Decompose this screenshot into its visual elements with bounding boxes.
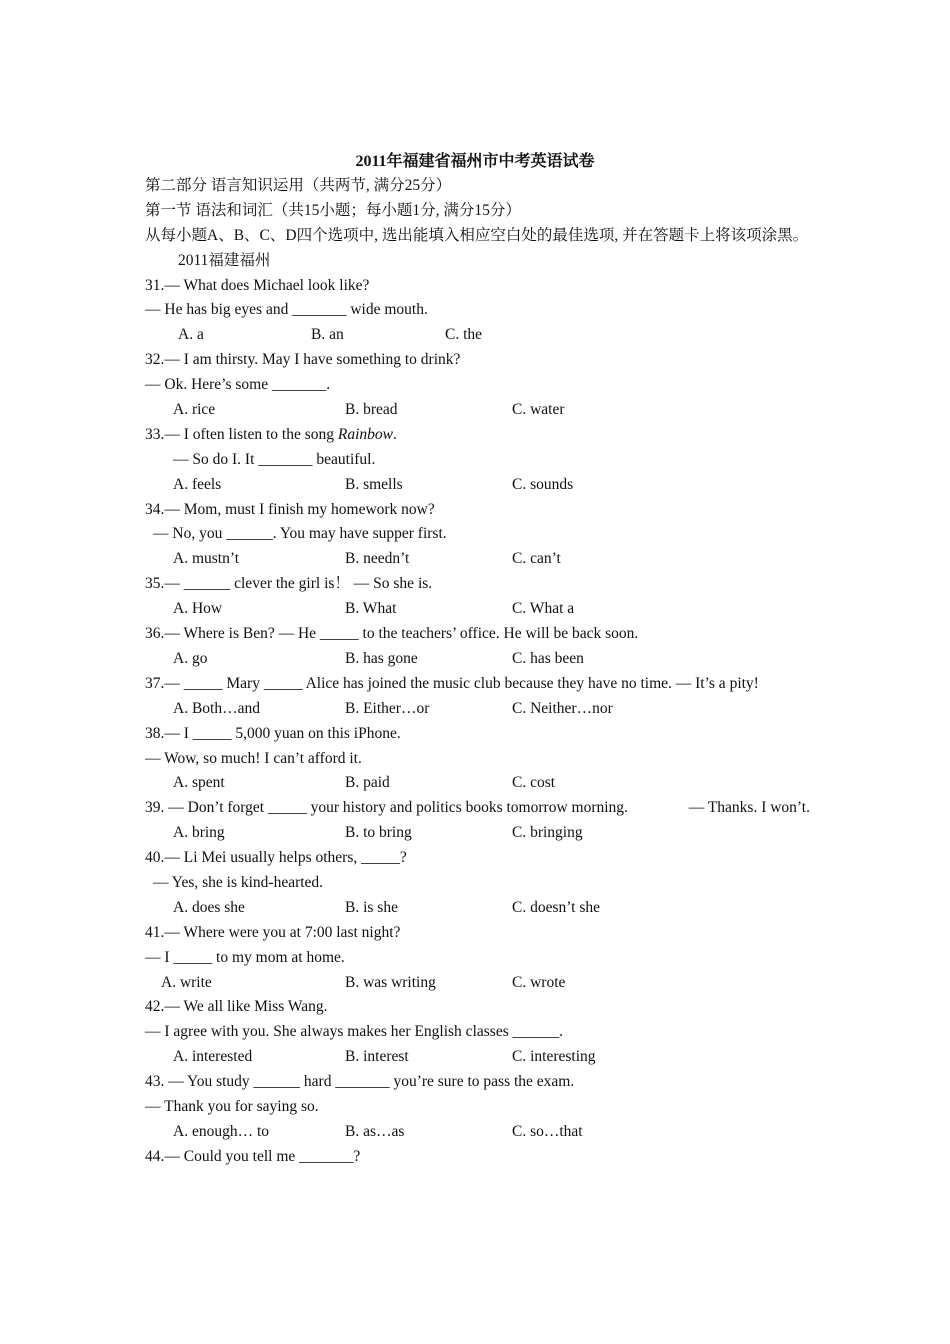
q34-options <box>145 547 810 572</box>
q34-response: — No, you ______. You may have supper first. <box>153 525 447 543</box>
q36-options <box>145 647 810 672</box>
option-a: A. How <box>173 600 223 618</box>
option-b: B. What <box>345 600 397 618</box>
option-c: C. interesting <box>512 1048 596 1066</box>
option-b: B. as…as <box>345 1122 405 1140</box>
q31-prompt: 31.— What does Michael look like? <box>145 276 370 294</box>
option-c: C. sounds <box>512 475 574 493</box>
q40-options <box>145 896 810 921</box>
q31-options <box>145 323 810 348</box>
option-c: C. wrote <box>512 973 566 991</box>
q33-prompt-text: 33.— I often listen to the song <box>145 425 338 443</box>
option-c: C. has been <box>512 649 584 667</box>
q37-options <box>145 697 810 722</box>
q41-response: — I _____ to my mom at home. <box>145 948 345 966</box>
option-b: B. interest <box>345 1048 409 1066</box>
option-a: A. feels <box>173 475 222 493</box>
option-a: A. rice <box>173 401 216 419</box>
option-a: A. does she <box>173 898 245 916</box>
option-a: A. enough… to <box>173 1122 270 1140</box>
q33-response: — So do I. It _______ beautiful. <box>173 450 376 468</box>
q44-prompt: 44.— Could you tell me _______? <box>145 1147 361 1165</box>
option-b: B. an <box>311 326 344 344</box>
song-title: Rainbow <box>337 425 393 443</box>
q42-response: — I agree with you. She always makes her English classes ______. <box>145 1023 563 1041</box>
option-b: B. bread <box>345 401 398 419</box>
q40-response: — Yes, she is kind-hearted. <box>153 873 324 891</box>
section-heading: 第一节 语法和词汇（共15小题；每小题1分, 满分15分） <box>145 201 521 219</box>
option-c: C. Neither…nor <box>512 699 613 717</box>
exam-title: 2011年福建省福州市中考英语试卷 <box>355 153 595 170</box>
q39-prompt-text: 39. — Don’t forget _____ your history and politics books tomorrow morning. <box>145 799 628 817</box>
q42-options <box>145 1045 810 1070</box>
q43-response: — Thank you for saying so. <box>145 1097 319 1115</box>
q40-prompt: 40.— Li Mei usually helps others, _____? <box>145 849 407 867</box>
option-a: A. write <box>161 973 212 991</box>
q31-response: — He has big eyes and _______ wide mouth. <box>145 301 428 319</box>
option-a: A. bring <box>173 824 225 842</box>
q38-prompt: 38.— I _____ 5,000 yuan on this iPhone. <box>145 724 401 742</box>
option-c: C. so…that <box>512 1122 583 1140</box>
q41-options <box>145 971 810 996</box>
q42-prompt: 42.— We all like Miss Wang. <box>145 998 328 1016</box>
q33-prompt <box>145 423 810 448</box>
option-b: B. is she <box>345 898 398 916</box>
option-b: B. was writing <box>345 973 436 991</box>
option-b: B. has gone <box>345 649 418 667</box>
q39-options <box>145 821 810 846</box>
option-c: C. can’t <box>512 550 561 568</box>
option-a: A. interested <box>173 1048 253 1066</box>
q38-response: — Wow, so much! I can’t afford it. <box>145 749 362 767</box>
option-c: C. cost <box>512 774 556 792</box>
q33-prompt-end: . <box>393 425 397 443</box>
q36-prompt: 36.— Where is Ben? — He _____ to the teachers’ office. He will be back soon. <box>145 625 639 643</box>
option-c: C. What a <box>512 600 575 618</box>
option-b: B. paid <box>345 774 390 792</box>
q33-options <box>145 473 810 498</box>
q39-response: — Thanks. I won’t. <box>688 799 810 817</box>
q43-prompt: 43. — You study ______ hard _______ you’re sure to pass the exam. <box>145 1073 575 1091</box>
q38-options <box>145 771 810 796</box>
option-b: B. smells <box>345 475 403 493</box>
option-a: A. spent <box>173 774 225 792</box>
option-c: C. bringing <box>512 824 583 842</box>
q39-prompt <box>145 796 810 821</box>
q34-prompt: 34.— Mom, must I finish my homework now? <box>145 500 435 518</box>
option-c: C. doesn’t she <box>512 898 600 916</box>
option-a: A. Both…and <box>173 699 260 717</box>
q41-prompt: 41.— Where were you at 7:00 last night? <box>145 923 401 941</box>
q32-prompt: 32.— I am thirsty. May I have something to drink? <box>145 351 461 369</box>
source-label: 2011福建福州 <box>178 251 271 269</box>
q43-options <box>145 1120 810 1145</box>
part-heading: 第二部分 语言知识运用（共两节, 满分25分） <box>145 177 452 194</box>
option-b: B. Either…or <box>345 699 430 717</box>
option-a: A. mustn’t <box>173 550 240 568</box>
q35-prompt: 35.— ______ clever the girl is！ — So she is. <box>145 575 433 593</box>
option-c: C. the <box>445 326 483 344</box>
option-c: C. water <box>512 401 565 419</box>
instructions: 从每小题A、B、C、D四个选项中, 选出能填入相应空白处的最佳选项, 并在答题卡上将该项涂黑。 <box>145 226 809 244</box>
option-a: A. a <box>178 326 204 344</box>
option-b: B. to bring <box>345 824 412 842</box>
option-a: A. go <box>173 649 208 667</box>
q32-options <box>145 398 810 423</box>
q37-prompt: 37.— _____ Mary _____ Alice has joined the music club because they have no time. — It’s a pity! <box>145 674 759 692</box>
exam-body <box>145 174 810 1170</box>
option-b: B. needn’t <box>345 550 410 568</box>
q32-response: — Ok. Here’s some _______. <box>145 376 331 394</box>
q35-options <box>145 597 810 622</box>
